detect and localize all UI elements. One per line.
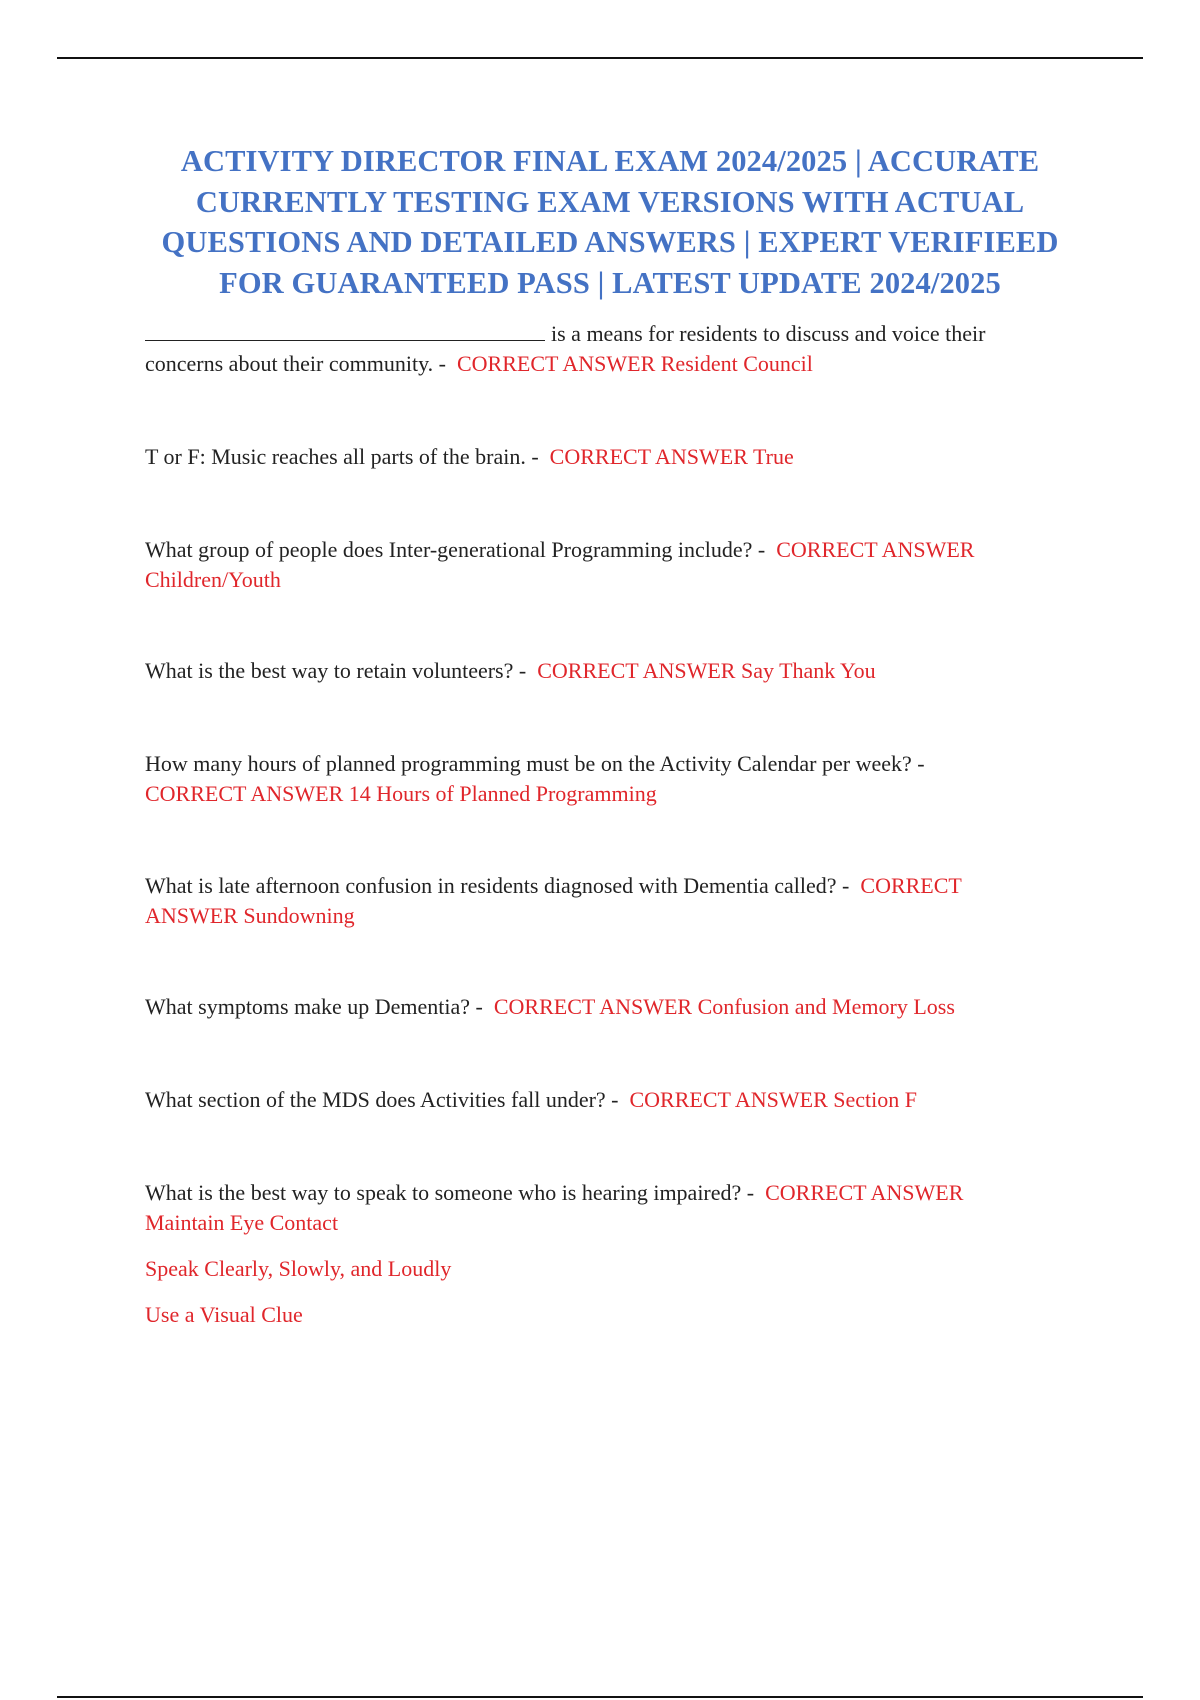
qa-item-6 — [145, 871, 1085, 931]
answer-value: True — [753, 444, 794, 469]
title-line: FOR GUARANTEED PASS | LATEST UPDATE 2024/2025 — [219, 265, 1001, 300]
title-line: QUESTIONS AND DETAILED ANSWERS | EXPERT VERIFIEED — [161, 225, 1059, 259]
qa-item-5 — [145, 749, 1085, 809]
title-line: CURRENTLY TESTING EXAM VERSIONS WITH ACTUAL — [195, 184, 1025, 219]
answer-value: Children/Youth — [145, 567, 281, 592]
answer-value: Confusion and Memory Loss — [697, 994, 955, 1019]
answer-value: Speak Clearly, Slowly, and Loudly — [145, 1256, 452, 1281]
question-text: T or F: Music reaches all parts of the brain. - — [145, 444, 539, 469]
question-text: What is the best way to speak to someone who is hearing impaired? - — [145, 1180, 755, 1205]
question-text: What section of the MDS does Activities fall under? - — [145, 1087, 619, 1112]
question-text: concerns about their community. - — [145, 351, 446, 376]
qa-item-3 — [145, 535, 1085, 595]
answer-label: CORRECT — [860, 873, 962, 898]
question-text: What is the best way to retain volunteers? - — [145, 658, 527, 683]
answer-value: Resident Council — [660, 351, 813, 376]
qa-item-9 — [145, 1178, 1085, 1238]
question-text: What group of people does Inter-generational Programming include? - — [145, 537, 766, 562]
answer-label: CORRECT ANSWER — [765, 1180, 964, 1205]
top-rule — [57, 57, 1143, 59]
answer-label: CORRECT ANSWER — [145, 781, 344, 806]
answer-value: ANSWER Sundowning — [145, 903, 355, 928]
answer-label: CORRECT ANSWER — [549, 444, 748, 469]
answer-text — [145, 779, 1085, 809]
answer-text — [457, 351, 813, 376]
qa-item-7 — [145, 992, 1085, 1022]
answer-value: Maintain Eye Contact — [145, 1210, 339, 1235]
question-text: What symptoms make up Dementia? - — [145, 994, 483, 1019]
answer-text — [494, 994, 955, 1019]
title-line: ACTIVITY DIRECTOR FINAL EXAM 2024/2025 | ACCURATE — [180, 144, 1040, 178]
document-title — [130, 141, 1090, 303]
fill-in-blank — [145, 320, 545, 341]
answer-label: CORRECT ANSWER — [457, 351, 656, 376]
qa-item-9-extra-answer — [145, 1300, 1085, 1330]
answer-text — [630, 1087, 917, 1112]
question-text: What is late afternoon confusion in residents diagnosed with Dementia called? - — [145, 873, 850, 898]
qa-item-8 — [145, 1085, 1085, 1115]
answer-label: CORRECT ANSWER — [493, 994, 693, 1019]
answer-value: Use a Visual Clue — [145, 1302, 303, 1327]
answer-text — [550, 444, 794, 469]
question-text: How many hours of planned programming must be on the Activity Calendar per week? - — [145, 751, 925, 776]
answer-value: 14 Hours of Planned Programming — [348, 781, 657, 806]
answer-text — [537, 658, 875, 683]
answer-label: CORRECT ANSWER — [629, 1087, 828, 1112]
qa-item-9-extra-answer — [145, 1254, 1085, 1284]
qa-item-1 — [145, 319, 1085, 379]
qa-item-2 — [145, 442, 1085, 472]
bottom-rule — [57, 1696, 1143, 1698]
answer-label: CORRECT ANSWER — [537, 658, 736, 683]
answer-value: Say Thank You — [740, 658, 876, 683]
answer-label: CORRECT ANSWER — [776, 537, 975, 562]
answer-value: Section F — [833, 1087, 917, 1112]
question-text: is a means for residents to discuss and voice their — [551, 321, 986, 346]
qa-item-4 — [145, 656, 1085, 686]
